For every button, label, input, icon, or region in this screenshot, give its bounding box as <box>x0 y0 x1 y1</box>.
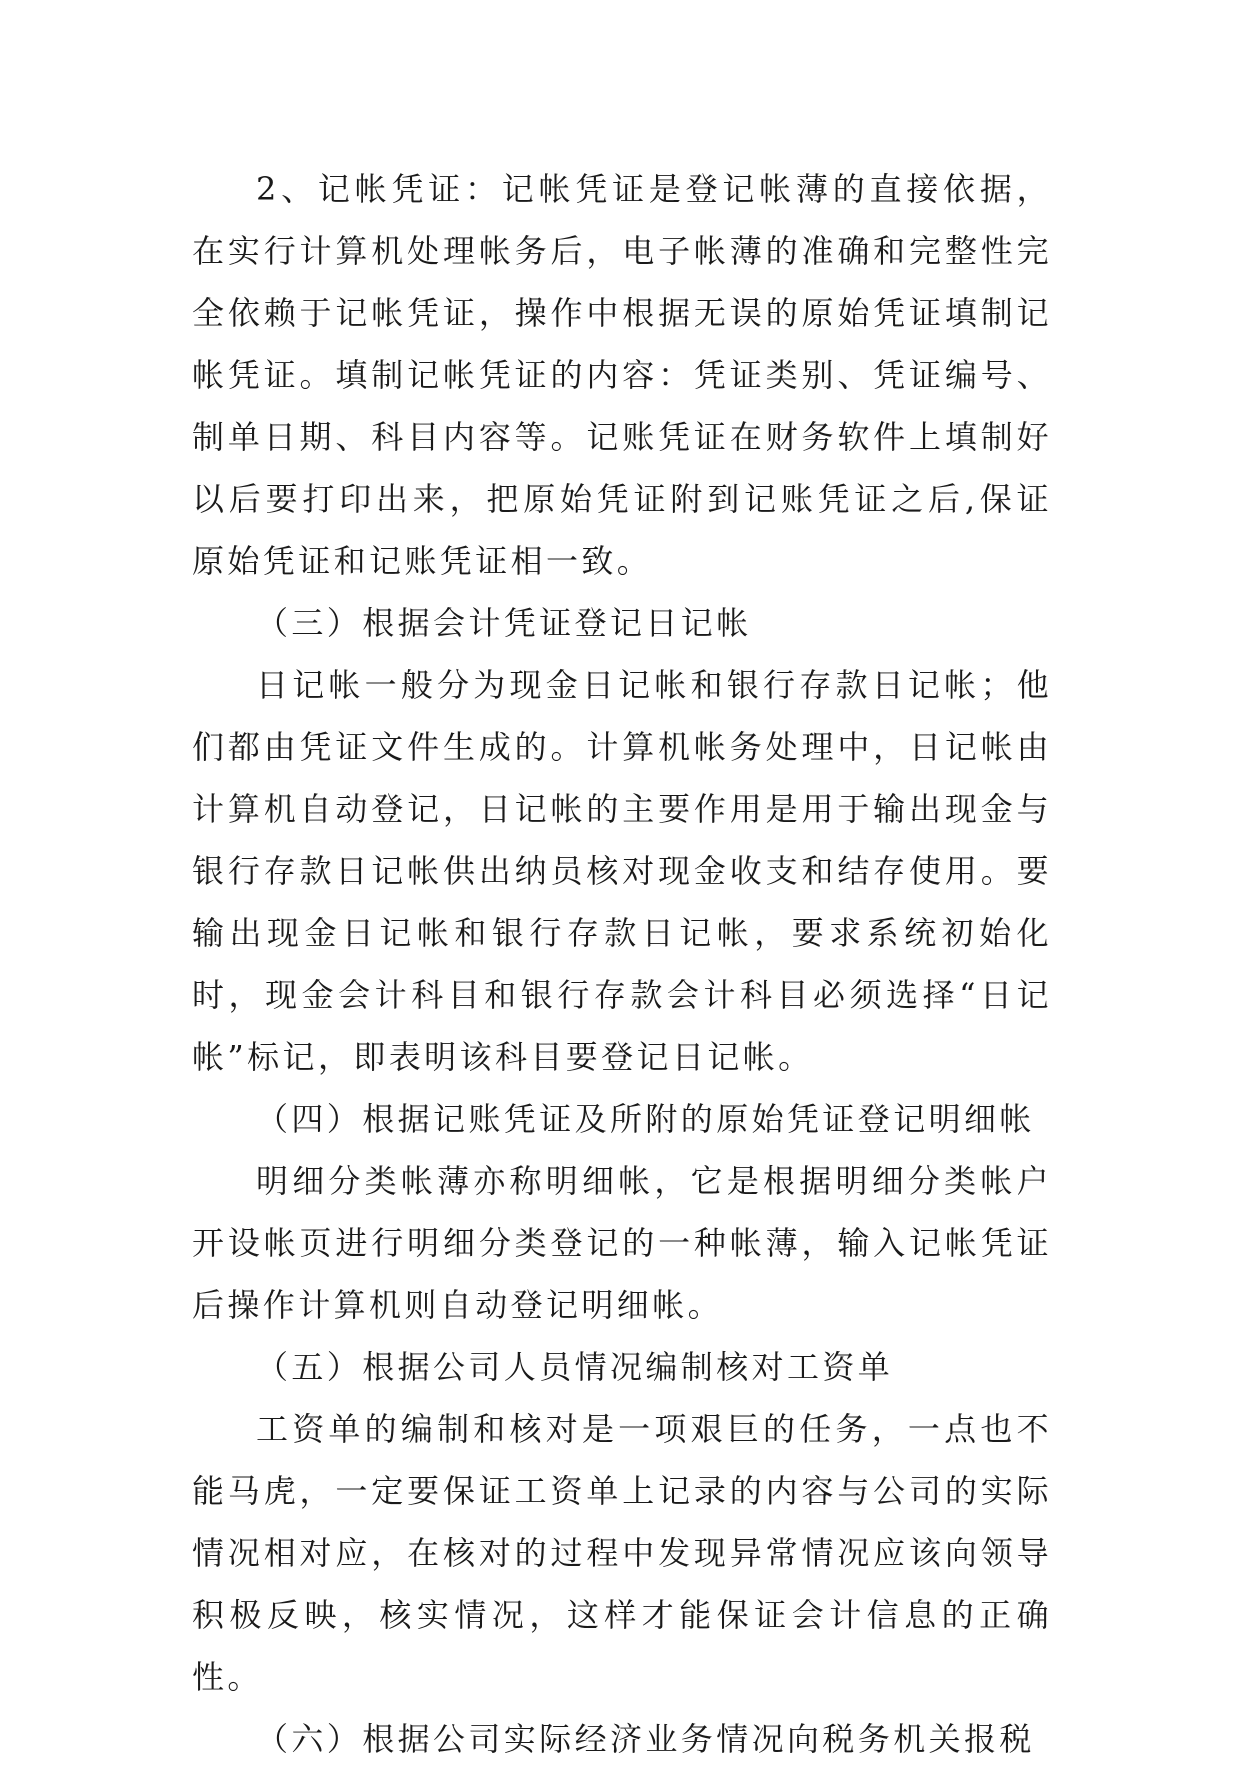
section-heading-6: （六）根据公司实际经济业务情况向税务机关报税 <box>256 1720 1035 1758</box>
paragraph-voucher: 2、记帐凭证：记帐凭证是登记帐薄的直接依据，在实行计算机处理帐务后，电子帐薄的准确和完整性完全依赖于记帐凭证，操作中根据无误的原始凭证填制记帐凭证。填制记帐凭证的内容：凭证类别、凭证编号、制单日期、科目内容等。记账凭证在财务软件上填制好以后要打印出来，把原始凭证附到记账凭证之后,保证原始凭证和记账凭证相一致。 <box>192 170 1052 580</box>
section-heading-4: （四）根据记账凭证及所附的原始凭证登记明细帐 <box>256 1100 1035 1138</box>
paragraph-payroll: 工资单的编制和核对是一项艰巨的任务，一点也不能马虎，一定要保证工资单上记录的内容与公司的实际情况相对应，在核对的过程中发现异常情况应该向领导积极反映，核实情况，这样才能保证会计信息的正确性。 <box>192 1410 1052 1696</box>
section-heading-5: （五）根据公司人员情况编制核对工资单 <box>256 1348 894 1386</box>
paragraph-journal: 日记帐一般分为现金日记帐和银行存款日记帐；他们都由凭证文件生成的。计算机帐务处理中，日记帐由计算机自动登记，日记帐的主要作用是用于输出现金与银行存款日记帐供出纳员核对现金收支和结存使用。要输出现金日记帐和银行存款日记帐，要求系统初始化时，现金会计科目和银行存款会计科目必须选择“日记帐”标记，即表明该科目要登记日记帐。 <box>192 666 1052 1076</box>
document-body <box>192 158 1052 1770</box>
paragraph-ledger: 明细分类帐薄亦称明细帐，它是根据明细分类帐户开设帐页进行明细分类登记的一种帐薄，输入记帐凭证后操作计算机则自动登记明细帐。 <box>192 1162 1052 1324</box>
section-heading-3: （三）根据会计凭证登记日记帐 <box>256 604 752 642</box>
